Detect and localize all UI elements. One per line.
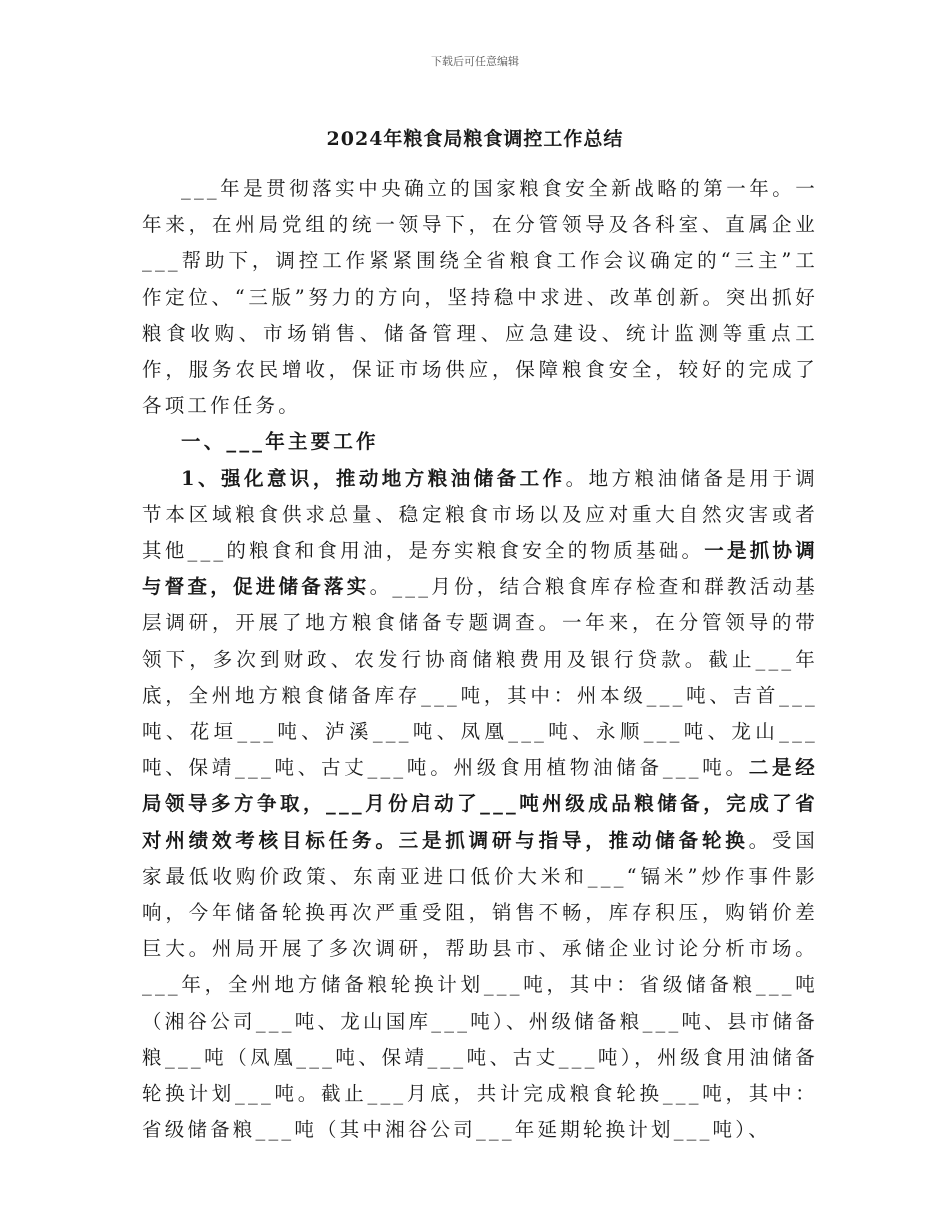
point-one-bold: 一是抓协调与督查，促进储备落实 — [142, 539, 818, 599]
paragraph-text: 。地方粮油储备是用于调节本区域粮食供求总量、稳定粮食市场以及应对重大自然灾害或者其他___的粮食和食用油，是夯实粮食安全的物质基础。 — [142, 466, 819, 563]
document-body — [142, 171, 818, 1148]
paragraph-heading-bold: 1、强化意识，推动地方粮油储备工作 — [181, 466, 566, 490]
page-header-note: 下载后可任意编辑 — [431, 55, 519, 68]
point-two-three-bold: 二是经局领导多方争取，___月份启动了___吨州级成品粮储备，完成了省对州绩效考核目标任务。三是抓调研与指导，推动储备轮换 — [142, 756, 818, 852]
document-title: 2024年粮食局粮食调控工作总结 — [326, 128, 624, 150]
paragraph-text: 。___月份，结合粮食库存检查和群教活动基层调研，开展了地方粮食储备专题调查。一年来，在分管领导的带领下，多次到财政、农发行协商储粮费用及银行贷款。截止___年底，全州地方粮食储备库存___吨，其中：州本级___吨、吉首___吨、花垣___吨、泸溪___吨、凤凰___吨、永顺___吨、龙山___吨、保靖___吨、古丈___吨。州级食用植物油储备___吨。 — [142, 575, 818, 780]
intro-paragraph: ___年是贯彻落实中央确立的国家粮食安全新战略的第一年。一年来，在州局党组的统一领导下，在分管领导及各科室、直属企业___帮助下，调控工作紧紧围绕全省粮食工作会议确定的“三主”工作定位、“三版”努力的方向，坚持稳中求进、改革创新。突出抓好粮食收购、市场销售、储备管理、应急建设、统计监测等重点工作，服务农民增收，保证市场供应，保障粮食安全，较好的完成了各项工作任务。 — [142, 177, 818, 418]
paragraph-text: 。受国家最低收购价政策、东南亚进口低价大米和___“镉米”炒作事件影响，今年储备轮换再次严重受阻，销售不畅，库存积压，购销价差巨大。州局开展了多次调研，帮助县市、承储企业讨论分析市场。___年，全州地方储备粮轮换计划___吨，其中：省级储备粮___吨（湘谷公司___吨、龙山国库___吨）、州级储备粮___吨、县市储备粮___吨（凤凰___吨、保靖___吨、古丈___吨），州级食用油储备轮换计划___吨。截止___月底，共计完成粮食轮换___吨，其中：省级储备粮___吨（其中湘谷公司___年延期轮换计划___吨）、 — [142, 828, 818, 1142]
paragraph-storage-work — [142, 461, 818, 1149]
section-heading: 一、___年主要工作 — [181, 430, 379, 454]
